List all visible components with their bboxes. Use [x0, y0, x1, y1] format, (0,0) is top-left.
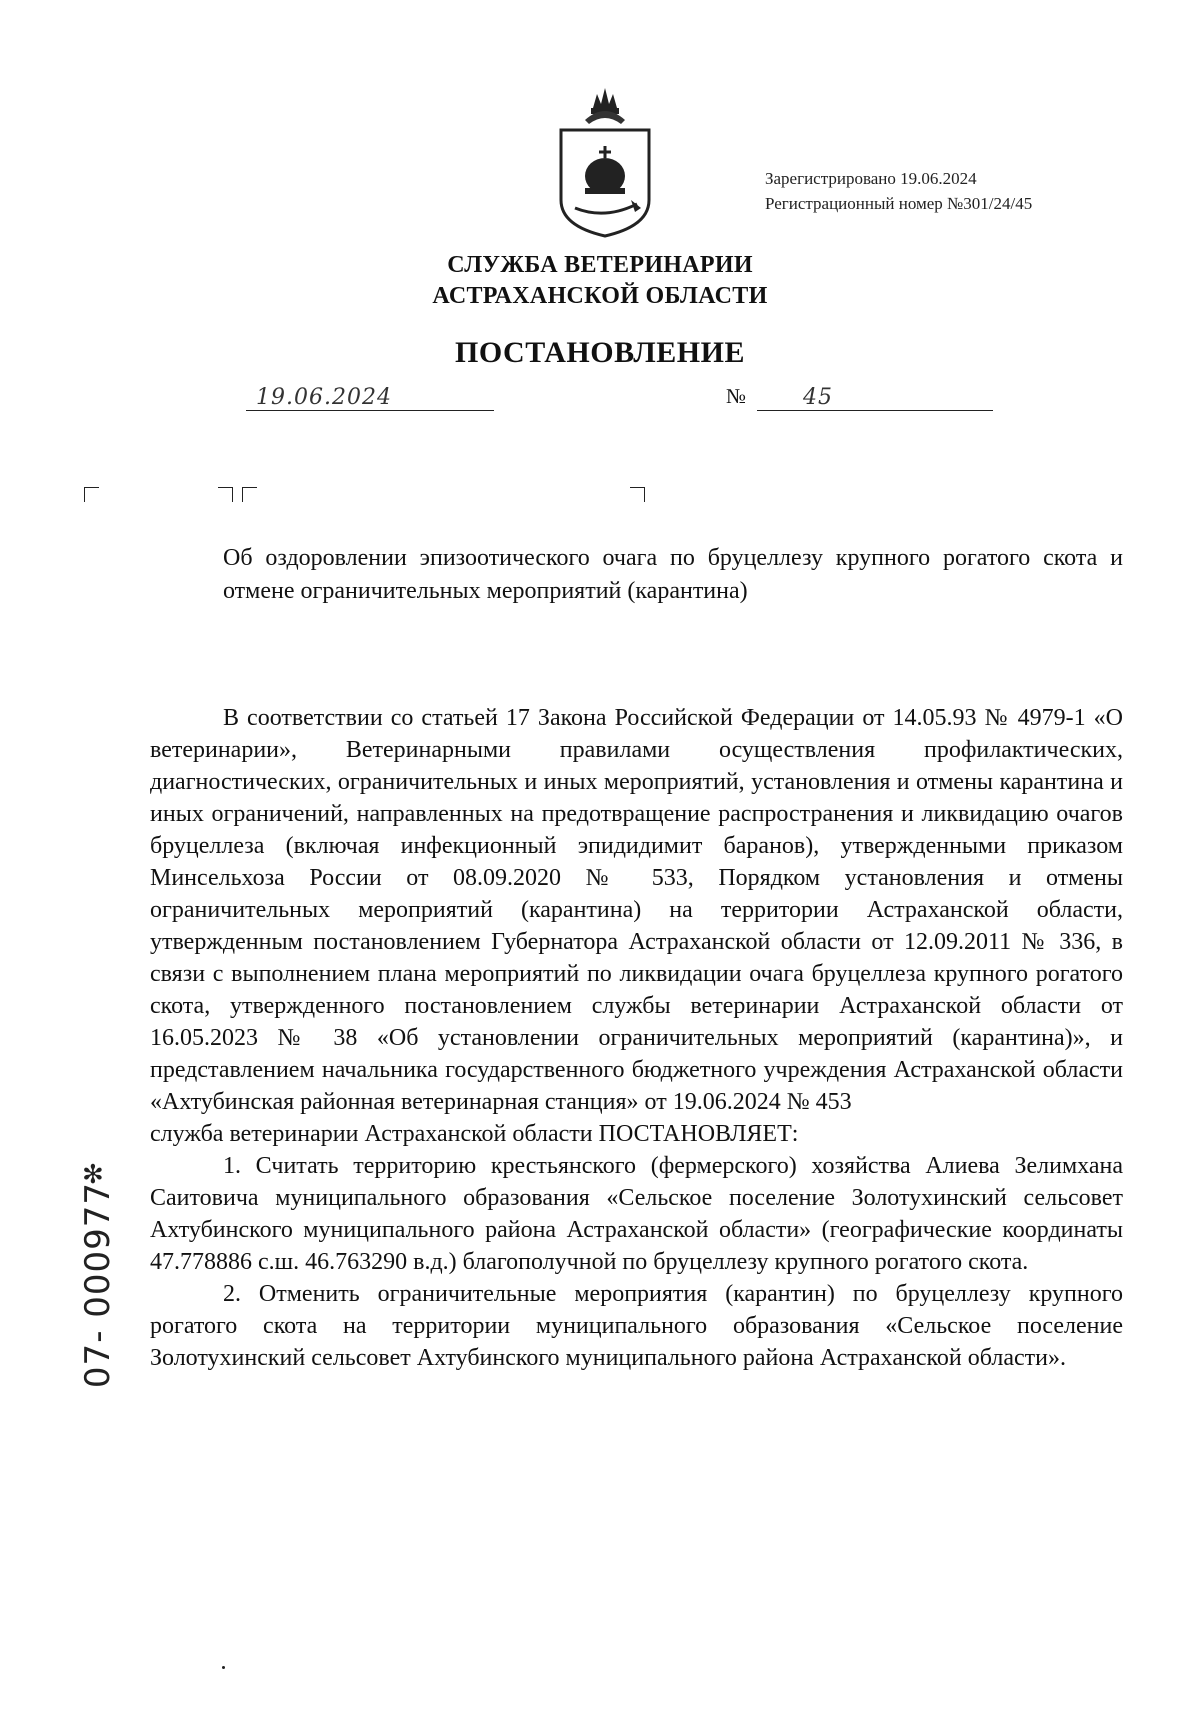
document-number-handwritten: 45	[803, 385, 833, 410]
corner-bracket-right-open	[242, 487, 257, 502]
preamble-paragraph: В соответствии со статьей 17 Закона Российской Федерации от 14.05.93 № 4979-1 «О ветеринарии», Ветеринарными правилами осуществления профилактических, диагностических, ограничительных и иных мероприятий, установления и отмены карантина и иных ограничений, направленных на предотвращение распространения и ликвидацию очагов бруцеллеза (включая инфекционный эпидидимит баранов), утвержденными приказом Минсельхоза России от 08.09.2020 № 533, Порядком установления и отмены ограничительных мероприятий (карантина) на территории Астраханской области, утвержденным постановлением Губернатора Астраханской области от 12.09.2011 № 336, в связи с выполнением плана мероприятий по ликвидации очага бруцеллеза крупного рогатого скота, утвержденного постановлением службы ветеринарии Астраханской области от 16.05.2023 № 38 «Об установлении ограничительных мероприятий (карантина)», и представлением начальника государственного бюджетного учреждения Астраханской области «Ахтубинская районная ветеринарная станция» от 19.06.2024 № 453	[150, 705, 1123, 1115]
stray-dot	[222, 1666, 225, 1669]
document-date-handwritten: 19.06.2024	[256, 385, 392, 410]
coat-of-arms-emblem	[555, 80, 655, 240]
document-date-field	[246, 378, 494, 411]
registration-number: Регистрационный номер №301/24/45	[765, 194, 1033, 213]
registration-date: Зарегистрировано 19.06.2024	[765, 169, 977, 188]
corner-bracket-left-close	[218, 487, 233, 502]
organization-name	[0, 250, 1200, 312]
side-stamp-number	[78, 1170, 118, 1400]
organization-line-2: АСТРАХАНСКОЙ ОБЛАСТИ	[432, 283, 768, 309]
document-type: ПОСТАНОВЛЕНИЕ	[455, 336, 745, 369]
side-mark: ✻	[82, 1160, 104, 1189]
document-number-field	[757, 378, 993, 411]
document-body	[150, 702, 1123, 1374]
number-label: №	[726, 384, 747, 408]
corner-bracket-right-close	[630, 487, 645, 502]
corner-bracket-left-open	[84, 487, 99, 502]
list-item: 1. Считать территорию крестьянского (фермерского) хозяйства Алиева Зелимхана Саитовича муниципального образования «Сельское поселение Золотухинский сельсовет Ахтубинского муниципального района Астраханской области» (географические координаты 47.778886 с.ш. 46.763290 в.д.) благополучной по бруцеллезу крупного рогатого скота.	[150, 1153, 1123, 1275]
organization-line-1: СЛУЖБА ВЕТЕРИНАРИИ	[447, 252, 753, 278]
registration-info	[765, 166, 1032, 216]
document-subject: Об оздоровлении эпизоотического очага по бруцеллезу крупного рогатого скота и отмене ограничительных мероприятий (карантина)	[223, 545, 1123, 604]
list-item: 2. Отменить ограничительные мероприятия (карантин) по бруцеллезу крупного рогатого скота на территории муниципального образования «Сельское поселение Золотухинский сельсовет Ахтубинского муниципального района Астраханской области».	[150, 1281, 1123, 1371]
resolves-line: служба ветеринарии Астраханской области ПОСТАНОВЛЯЕТ:	[150, 1121, 799, 1147]
side-stamp-text: 07- 000977	[78, 1181, 118, 1389]
